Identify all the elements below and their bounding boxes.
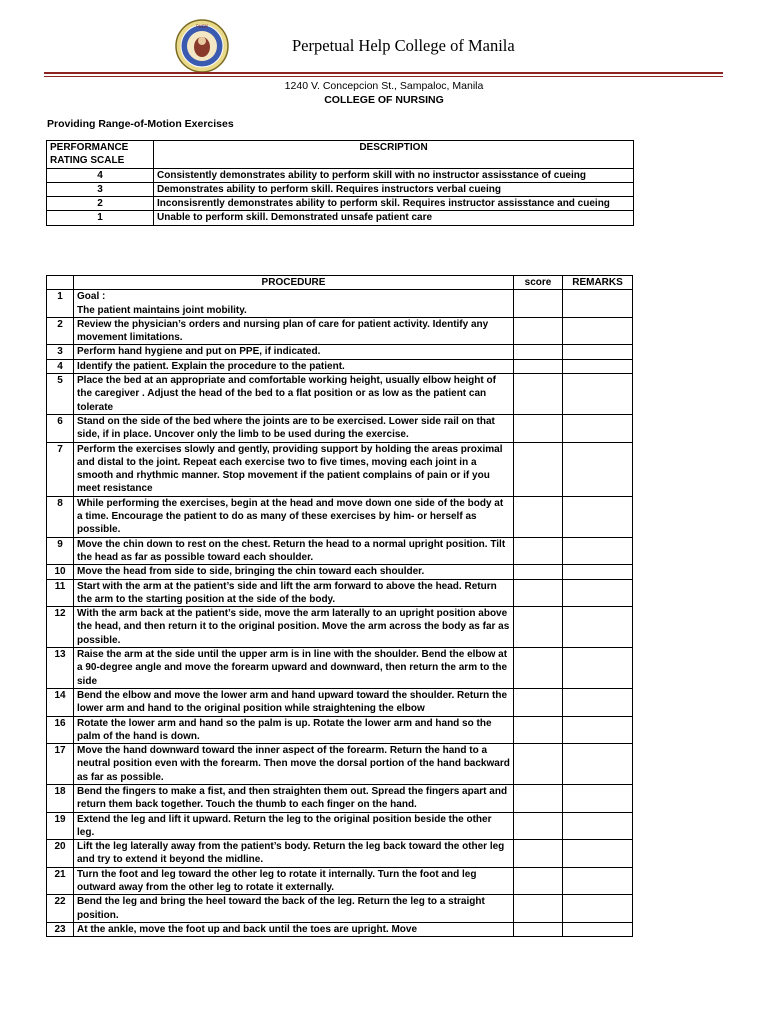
procedure-step-text: At the ankle, move the foot up and back until the toes are upright. Move — [74, 922, 514, 936]
procedure-step-text: Identify the patient. Explain the procedure to the patient. — [74, 359, 514, 373]
procedure-row — [47, 442, 633, 496]
remarks-cell[interactable] — [563, 648, 633, 689]
procedure-step-number: 16 — [47, 716, 74, 744]
procedure-step-number: 22 — [47, 895, 74, 923]
header-rule-thick — [44, 72, 723, 74]
procedure-row — [47, 496, 633, 537]
remarks-cell[interactable] — [563, 565, 633, 579]
procedure-step-number: 5 — [47, 374, 74, 415]
procedure-step-number: 18 — [47, 784, 74, 812]
remarks-cell[interactable] — [563, 784, 633, 812]
procedure-step-number: 3 — [47, 345, 74, 359]
procedure-step-number: 11 — [47, 579, 74, 607]
rating-description: Consistently demonstrates ability to perform skill with no instructor assisstance of cueing — [154, 168, 634, 182]
rating-description: Demonstrates ability to perform skill. Requires instructors verbal cueing — [154, 182, 634, 196]
remarks-cell[interactable] — [563, 537, 633, 565]
remarks-cell[interactable] — [563, 374, 633, 415]
score-header: score — [514, 276, 563, 290]
procedure-row — [47, 359, 633, 373]
score-cell[interactable] — [514, 895, 563, 923]
procedure-step-number: 9 — [47, 537, 74, 565]
procedure-table — [46, 275, 633, 937]
score-cell[interactable] — [514, 744, 563, 785]
procedure-step-number: 14 — [47, 688, 74, 716]
procedure-row — [47, 607, 633, 648]
procedure-row — [47, 812, 633, 840]
procedure-step-text: While performing the exercises, begin at the head and move down one side of the body at a time. Encourage the patient to do as many of these exercises by him- or herself as possible. — [74, 496, 514, 537]
rating-scale-table — [46, 140, 634, 226]
rating-value: 1 — [47, 211, 154, 225]
score-cell[interactable] — [514, 648, 563, 689]
remarks-cell[interactable] — [563, 414, 633, 442]
procedure-row — [47, 317, 633, 345]
remarks-cell[interactable] — [563, 345, 633, 359]
procedure-step-text: Bend the leg and bring the heel toward the back of the leg. Return the leg to a straight position. — [74, 895, 514, 923]
procedure-row — [47, 579, 633, 607]
procedure-step-text: Lift the leg laterally away from the patient’s body. Return the leg back toward the other leg and try to extend it beyond the midline. — [74, 840, 514, 868]
procedure-row — [47, 840, 633, 868]
procedure-num-header — [47, 276, 74, 290]
score-cell[interactable] — [514, 374, 563, 415]
score-cell[interactable] — [514, 812, 563, 840]
score-cell[interactable] — [514, 784, 563, 812]
procedure-table-body — [47, 290, 633, 937]
procedure-step-number: 17 — [47, 744, 74, 785]
remarks-cell[interactable] — [563, 607, 633, 648]
svg-text:PHCM: PHCM — [196, 24, 208, 29]
rating-row — [47, 197, 634, 211]
section-title: Providing Range-of-Motion Exercises — [47, 118, 234, 130]
procedure-step-text: With the arm back at the patient’s side, move the arm laterally to an upright position above the head, and then return it to the original position. Move the arm across the body as far as possible. — [74, 607, 514, 648]
rating-scale-col1-header: PERFORMANCE RATING SCALE — [47, 141, 154, 169]
remarks-header: REMARKS — [563, 276, 633, 290]
procedure-step-text: Rotate the lower arm and hand so the palm is up. Rotate the lower arm and hand so the palm of the hand is down. — [74, 716, 514, 744]
score-cell[interactable] — [514, 688, 563, 716]
procedure-step-text: Start with the arm at the patient’s side and lift the arm forward to above the head. Return the arm to the starting position at the side of the body. — [74, 579, 514, 607]
procedure-row — [47, 784, 633, 812]
procedure-row — [47, 345, 633, 359]
procedure-step-number: 13 — [47, 648, 74, 689]
rating-row — [47, 168, 634, 182]
remarks-cell[interactable] — [563, 840, 633, 868]
procedure-step-text: Goal : The patient maintains joint mobility. — [74, 290, 514, 318]
procedure-step-number: 19 — [47, 812, 74, 840]
procedure-step-number: 21 — [47, 867, 74, 895]
rating-scale-header-row — [47, 141, 634, 169]
procedure-step-text: Perform hand hygiene and put on PPE, if indicated. — [74, 345, 514, 359]
procedure-step-number: 4 — [47, 359, 74, 373]
rating-description: Inconsisrently demonstrates ability to perform skil. Requires instructor assisstance and cueing — [154, 197, 634, 211]
score-cell[interactable] — [514, 359, 563, 373]
remarks-cell[interactable] — [563, 442, 633, 496]
score-cell[interactable] — [514, 290, 563, 318]
remarks-cell[interactable] — [563, 688, 633, 716]
procedure-row — [47, 290, 633, 318]
score-cell[interactable] — [514, 414, 563, 442]
procedure-row — [47, 648, 633, 689]
procedure-row — [47, 537, 633, 565]
procedure-step-number: 8 — [47, 496, 74, 537]
procedure-step-number: 20 — [47, 840, 74, 868]
rating-value: 3 — [47, 182, 154, 196]
procedure-step-text: Move the head from side to side, bringing the chin toward each shoulder. — [74, 565, 514, 579]
procedure-step-text: Move the hand downward toward the inner aspect of the forearm. Return the hand to a neutral position even with the forearm. Then move the dorsal portion of the hand backward as far as possible. — [74, 744, 514, 785]
procedure-row — [47, 414, 633, 442]
procedure-step-text: Turn the foot and leg toward the other leg to rotate it internally. Turn the foot and leg outward away from the other leg to rotate it externally. — [74, 867, 514, 895]
remarks-cell[interactable] — [563, 290, 633, 318]
procedure-step-number: 23 — [47, 922, 74, 936]
procedure-row — [47, 565, 633, 579]
procedure-step-text: Perform the exercises slowly and gently, providing support by holding the areas proximal and distal to the joint. Repeat each exercise two to five times, moving each joint in a smooth and rhythmic manner. Stop movement if the patient complains of pain or if you meet resistance — [74, 442, 514, 496]
school-name: Perpetual Help College of Manila — [292, 36, 515, 55]
remarks-cell[interactable] — [563, 744, 633, 785]
procedure-row — [47, 744, 633, 785]
procedure-step-text: Stand on the side of the bed where the joints are to be exercised. Lower side rail on that side, if in place. Uncover only the limb to be used during the exercise. — [74, 414, 514, 442]
score-cell[interactable] — [514, 345, 563, 359]
rating-description: Unable to perform skill. Demonstrated unsafe patient care — [154, 211, 634, 225]
procedure-row — [47, 922, 633, 936]
remarks-cell[interactable] — [563, 922, 633, 936]
rating-row — [47, 182, 634, 196]
procedure-row — [47, 374, 633, 415]
remarks-cell[interactable] — [563, 812, 633, 840]
procedure-step-text: Review the physician’s orders and nursing plan of care for patient activity. Identify any movement limitations. — [74, 317, 514, 345]
score-cell[interactable] — [514, 922, 563, 936]
procedure-row — [47, 688, 633, 716]
score-cell[interactable] — [514, 317, 563, 345]
procedure-row — [47, 716, 633, 744]
school-seal-logo — [175, 19, 229, 73]
score-cell[interactable] — [514, 840, 563, 868]
score-cell[interactable] — [514, 537, 563, 565]
remarks-cell[interactable] — [563, 359, 633, 373]
rating-scale-col2-header: DESCRIPTION — [154, 141, 634, 169]
score-cell[interactable] — [514, 607, 563, 648]
procedure-step-number: 1 — [47, 290, 74, 318]
procedure-step-text: Bend the elbow and move the lower arm and hand upward toward the shoulder. Return the lower arm and hand to the original position while straightening the elbow — [74, 688, 514, 716]
college-name: COLLEGE OF NURSING — [324, 94, 444, 106]
rating-value: 4 — [47, 168, 154, 182]
procedure-step-number: 10 — [47, 565, 74, 579]
score-cell[interactable] — [514, 867, 563, 895]
procedure-header: PROCEDURE — [74, 276, 514, 290]
score-cell[interactable] — [514, 716, 563, 744]
procedure-step-number: 6 — [47, 414, 74, 442]
rating-row — [47, 211, 634, 225]
school-address: 1240 V. Concepcion St., Sampaloc, Manila — [284, 80, 484, 92]
procedure-step-text: Move the chin down to rest on the chest. Return the head to a normal upright position. Tilt the head as far as possible toward each shoulder. — [74, 537, 514, 565]
procedure-row — [47, 895, 633, 923]
procedure-step-text: Raise the arm at the side until the upper arm is in line with the shoulder. Bend the elbow at a 90-degree angle and move the forearm upward and downward, then return the arm to the side — [74, 648, 514, 689]
remarks-cell[interactable] — [563, 895, 633, 923]
remarks-cell[interactable] — [563, 317, 633, 345]
procedure-step-number: 12 — [47, 607, 74, 648]
procedure-header-row — [47, 276, 633, 290]
procedure-row — [47, 867, 633, 895]
score-cell[interactable] — [514, 496, 563, 537]
rating-value: 2 — [47, 197, 154, 211]
remarks-cell[interactable] — [563, 579, 633, 607]
procedure-step-text: Extend the leg and lift it upward. Return the leg to the original position beside the other leg. — [74, 812, 514, 840]
procedure-step-text: Bend the fingers to make a fist, and then straighten them out. Spread the fingers apart and return them back together. Touch the thumb to each finger on the hand. — [74, 784, 514, 812]
remarks-cell[interactable] — [563, 867, 633, 895]
header-rule-thin — [44, 76, 723, 77]
procedure-step-text: Place the bed at an appropriate and comfortable working height, usually elbow height of the caregiver . Adjust the head of the bed to a flat position or as low as the patient can tolerate — [74, 374, 514, 415]
procedure-step-number: 2 — [47, 317, 74, 345]
score-cell[interactable] — [514, 565, 563, 579]
remarks-cell[interactable] — [563, 496, 633, 537]
score-cell[interactable] — [514, 579, 563, 607]
score-cell[interactable] — [514, 442, 563, 496]
remarks-cell[interactable] — [563, 716, 633, 744]
procedure-step-number: 7 — [47, 442, 74, 496]
